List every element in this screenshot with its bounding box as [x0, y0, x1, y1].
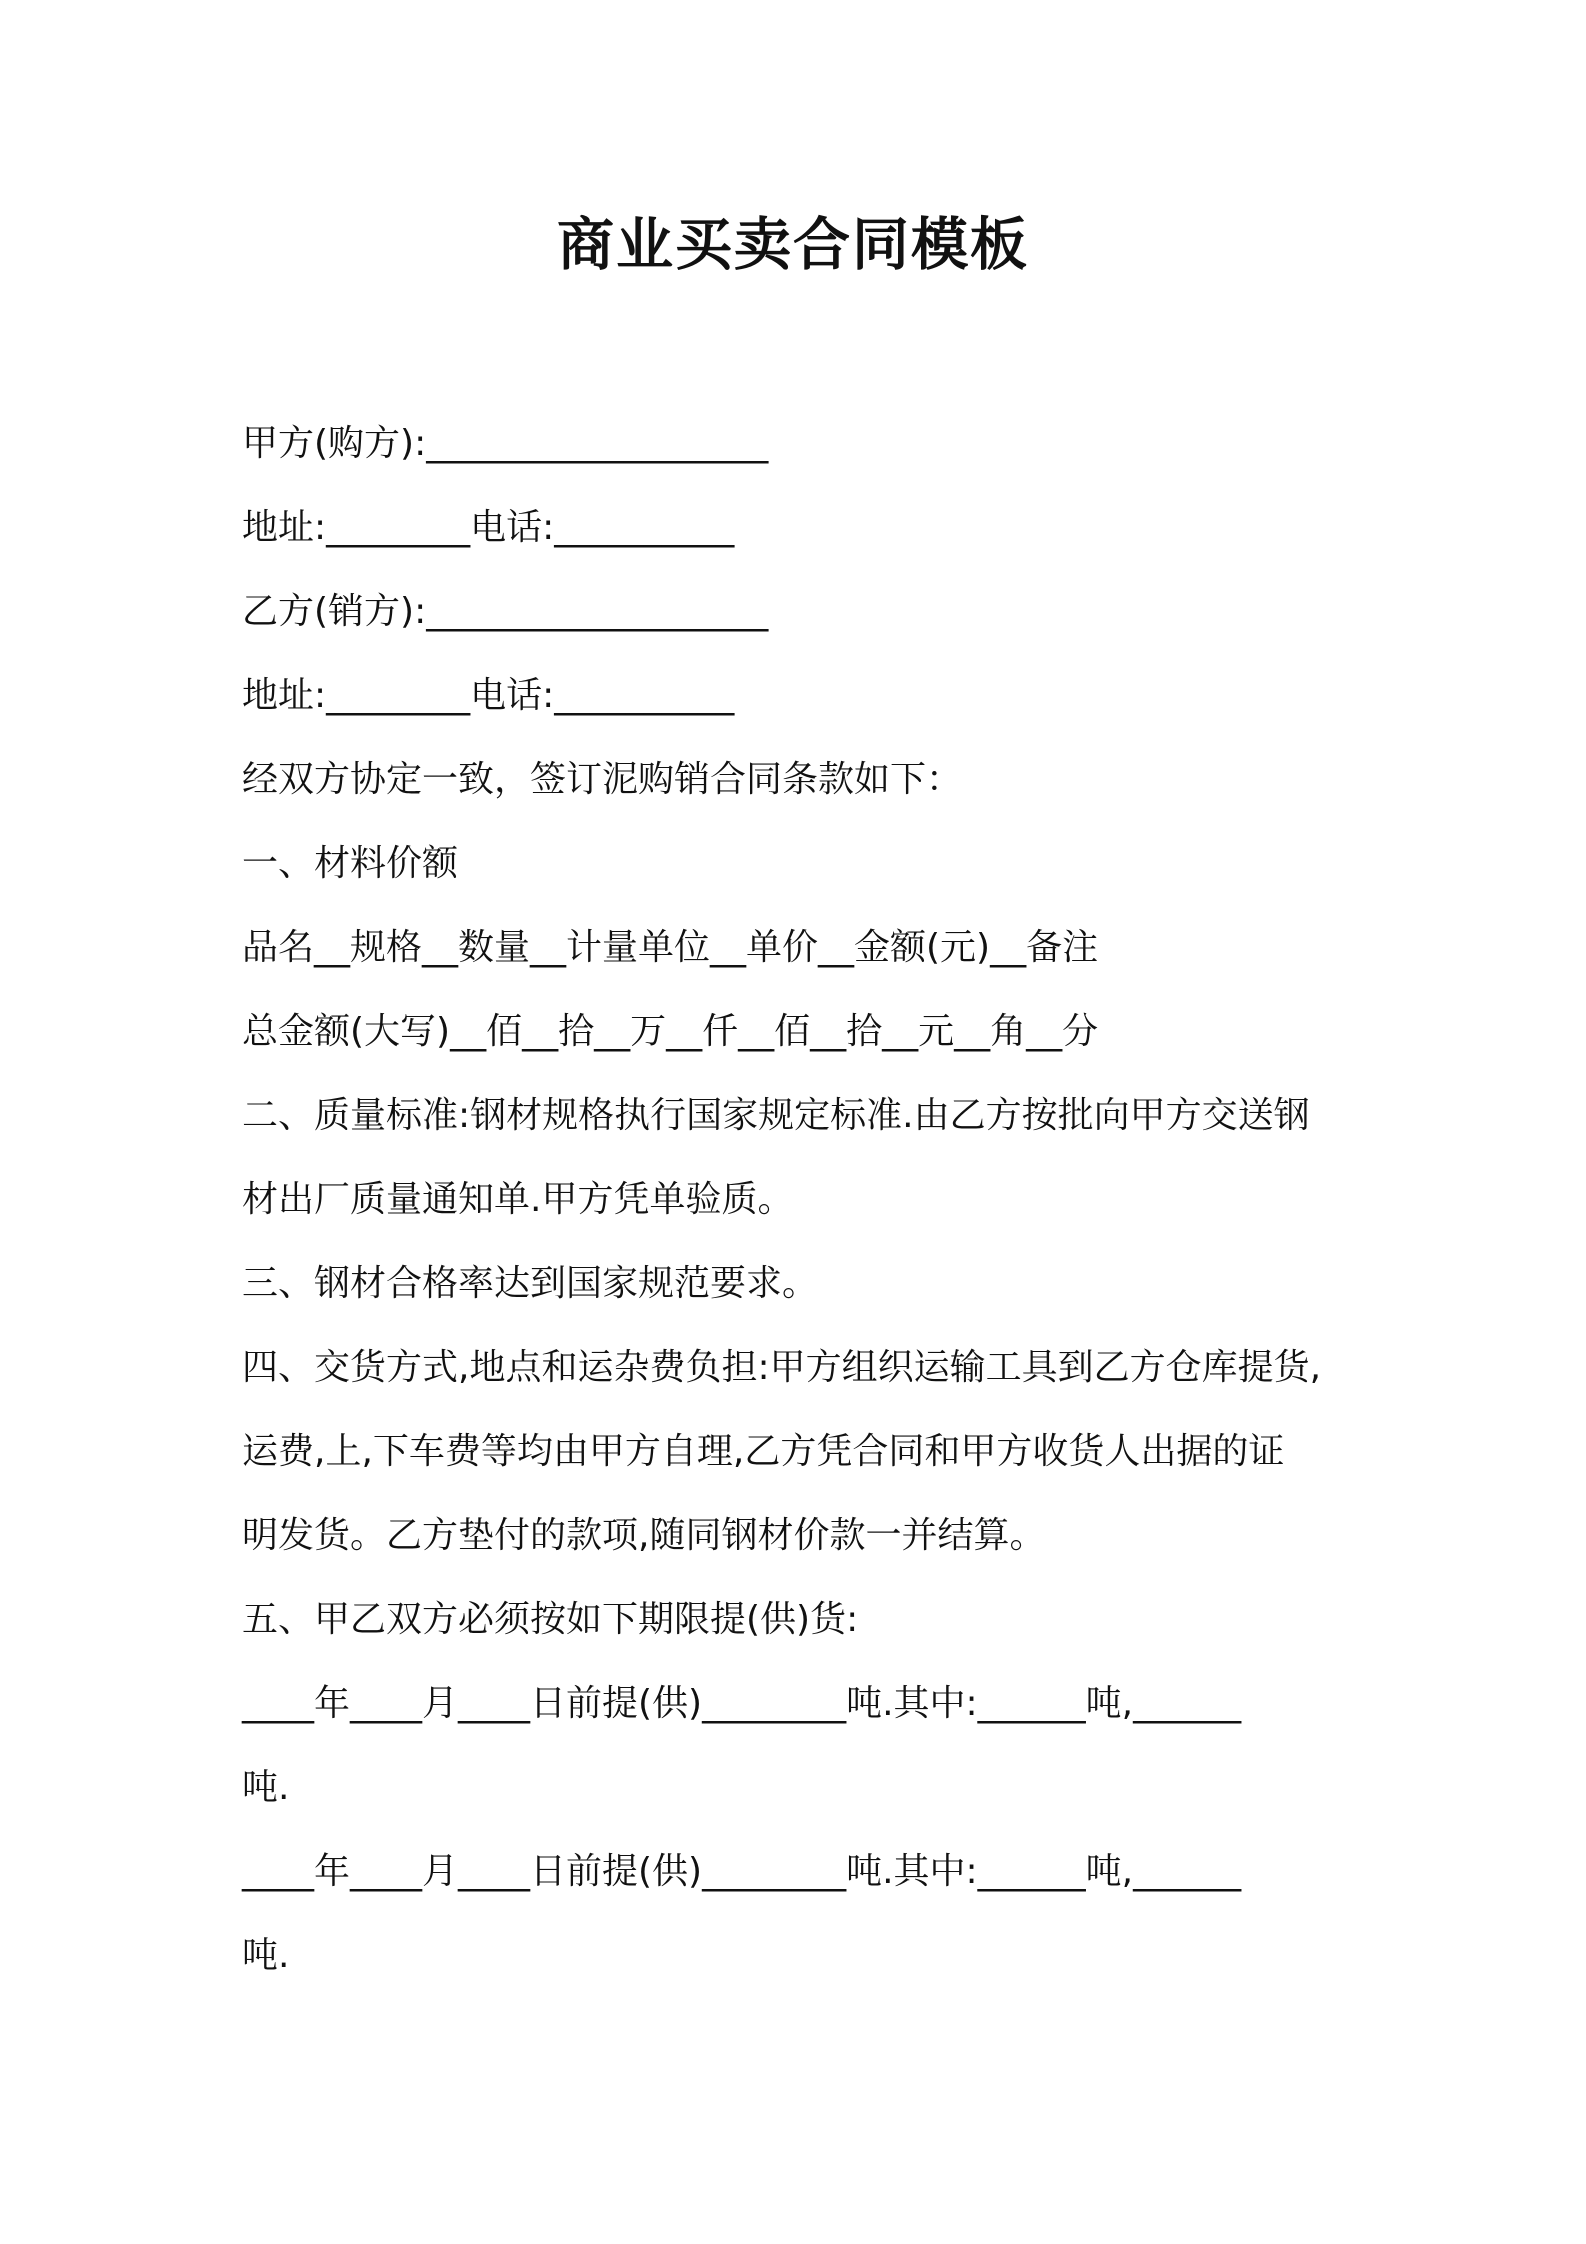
- section-heading-materials-price: 一、材料价额: [242, 843, 459, 884]
- quality-standard-line-1: 二、质量标准:钢材规格执行国家规定标准.由乙方按批向甲方交送钢: [242, 1095, 1310, 1136]
- pass-rate-line: 三、钢材合格率达到国家规范要求。: [242, 1263, 819, 1304]
- quality-standard-line-2: 材出厂质量通知单.甲方凭单验质。: [242, 1179, 794, 1220]
- schedule-row-1-unit: 吨.: [242, 1767, 290, 1808]
- schedule-row-2: ____年____月____日前提(供)________吨.其中:______吨,______: [242, 1851, 1242, 1892]
- seller-name-line: 乙方(销方):___________________: [242, 591, 769, 632]
- materials-fields-line: 品名__规格__数量__计量单位__单价__金额(元)__备注: [242, 927, 1099, 968]
- schedule-row-1: ____年____月____日前提(供)________吨.其中:______吨,______: [242, 1683, 1242, 1724]
- supply-schedule-heading: 五、甲乙双方必须按如下期限提(供)货:: [242, 1599, 859, 1640]
- contract-body: [242, 402, 1362, 1998]
- total-amount-line: 总金额(大写)__佰__拾__万__仟__佰__拾__元__角__分: [242, 1011, 1099, 1052]
- agreement-intro: 经双方协定一致，签订泥购销合同条款如下：: [242, 759, 963, 800]
- buyer-address-phone-line: 地址:________电话:__________: [242, 507, 735, 548]
- buyer-name-line: 甲方(购方):___________________: [242, 423, 769, 464]
- delivery-terms-line-3: 明发货。乙方垫付的款项,随同钢材价款一并结算。: [242, 1515, 1046, 1556]
- schedule-row-2-unit: 吨.: [242, 1935, 290, 1976]
- document-title: 商业买卖合同模板: [557, 212, 1029, 278]
- delivery-terms-line-2: 运费,上,下车费等均由甲方自理,乙方凭合同和甲方收货人出据的证: [242, 1431, 1285, 1472]
- delivery-terms-line-1: 四、交货方式,地点和运杂费负担:甲方组织运输工具到乙方仓库提货,: [242, 1347, 1322, 1388]
- seller-address-phone-line: 地址:________电话:__________: [242, 675, 735, 716]
